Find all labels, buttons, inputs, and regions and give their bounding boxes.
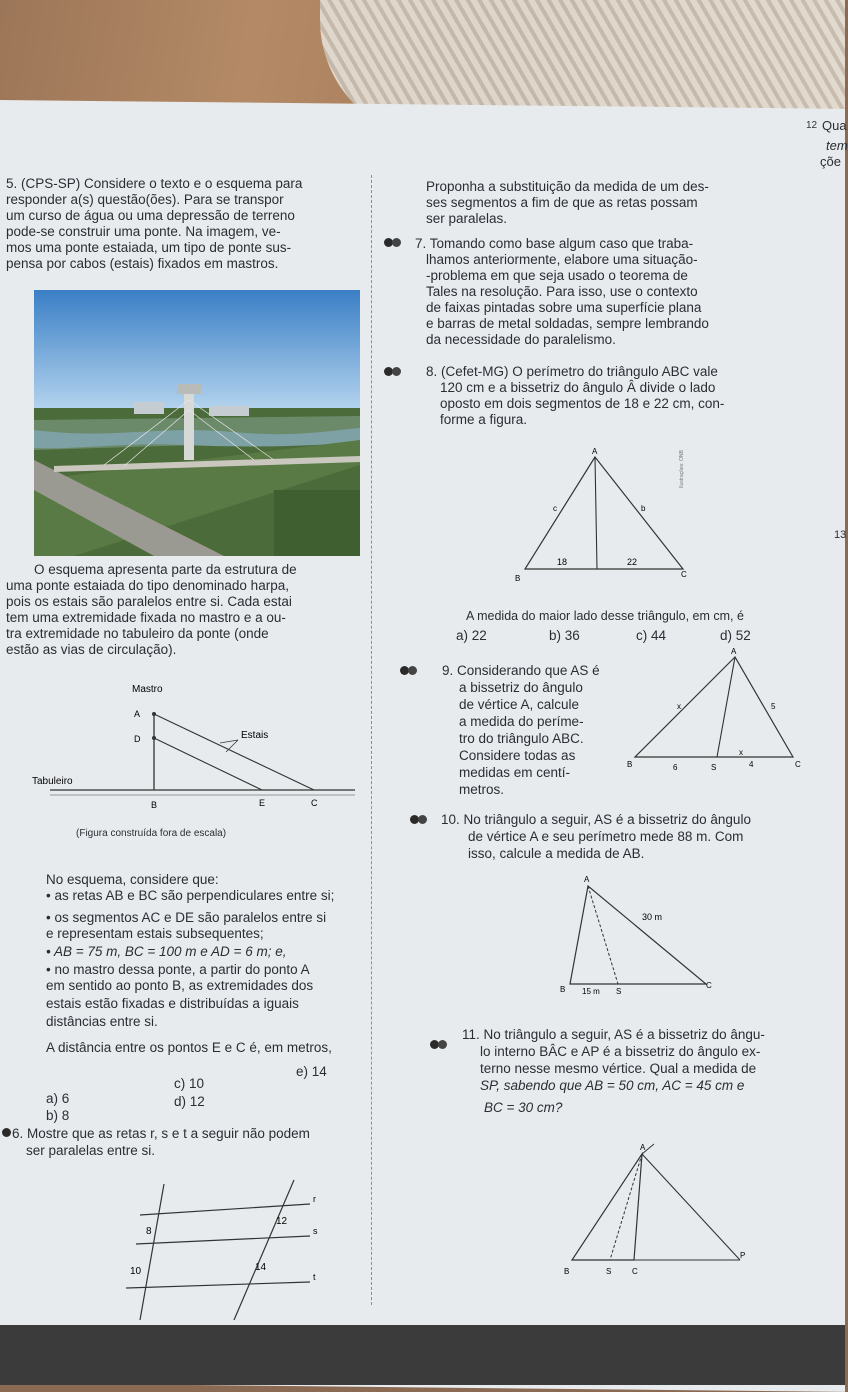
q5-line: mos uma ponte estaiada, um tipo de ponte sus- <box>6 240 292 255</box>
label-18: 18 <box>557 557 568 567</box>
label-C: C <box>311 798 318 808</box>
q8-option-b[interactable]: b) 36 <box>549 628 580 643</box>
label-r: r <box>313 1194 316 1204</box>
label-A: A <box>584 875 590 884</box>
q9-line: 9. Considerando que AS é <box>442 663 600 678</box>
q5-line: responder a(s) questão(ões). Para se transpor <box>6 192 284 207</box>
q5-option-d[interactable]: d) 12 <box>174 1094 205 1109</box>
parallel-lines-diagram <box>100 1170 340 1330</box>
q9-line: de vértice A, calcule <box>459 697 580 712</box>
q5-after-line: tra extremidade no tabuleiro da ponte (onde <box>6 626 269 641</box>
q8-option-a[interactable]: a) 22 <box>456 628 487 643</box>
harp-bridge-diagram <box>30 680 370 820</box>
q5-after-line: estão as vias de circulação). <box>6 642 177 657</box>
q8-line: 120 cm e a bissetriz do ângulo Â divide o lado <box>440 380 716 395</box>
label-P: P <box>740 1251 746 1260</box>
q5-after-line: pois os estais são paralelos entre si. Cada estai <box>6 594 292 609</box>
q5-consider-line: • os segmentos AC e DE são paralelos entre si <box>46 910 327 925</box>
label-D: D <box>134 734 141 744</box>
label-A: A <box>592 447 598 456</box>
label-B: B <box>515 574 521 583</box>
q6-line: ser paralelas entre si. <box>26 1143 156 1158</box>
triangle-abc-q9-diagram <box>605 645 805 775</box>
figure-caption: (Figura construída fora de escala) <box>76 828 227 839</box>
label-A: A <box>731 647 737 656</box>
q5-option-a[interactable]: a) 6 <box>46 1091 70 1106</box>
q10-line: de vértice A e seu perímetro mede 88 m. Com <box>468 829 744 844</box>
difficulty-dot-icon <box>400 666 420 676</box>
label-A: A <box>640 1143 646 1152</box>
q5-consider-line: • AB = 75 m, BC = 100 m e AD = 6 m; e, <box>46 944 287 959</box>
q5-option-e[interactable]: e) 14 <box>296 1064 327 1079</box>
label-15m: 15 m <box>582 987 600 996</box>
q9-line: Considere todas as <box>459 748 576 763</box>
q5-consider-line: em sentido ao ponto B, as extremidades dos <box>46 978 314 993</box>
label-6: 6 <box>673 763 678 772</box>
q5-consider-line: • no mastro dessa ponte, a partir do ponto A <box>46 962 310 977</box>
label-s: s <box>313 1226 318 1236</box>
q9-line: a medida do períme- <box>459 714 584 729</box>
q5-consider-line: distâncias entre si. <box>46 1014 158 1029</box>
q7-line: da necessidade do paralelismo. <box>426 332 616 347</box>
q7-line: Tales na resolução. Para isso, use o contexto <box>426 284 698 299</box>
difficulty-dot-icon <box>384 238 404 248</box>
label-30m: 30 m <box>642 912 663 922</box>
q5-consider-line: estais estão fixadas e distribuídas a iguais <box>46 996 299 1011</box>
q7-line: de faixas pintadas sobre uma superfície plana <box>426 300 702 315</box>
q8-line: forme a figura. <box>440 412 528 427</box>
label-8: 8 <box>146 1226 152 1237</box>
q6-line: 6. Mostre que as retas r, s e t a seguir não podem <box>12 1126 310 1141</box>
q9-line: a bissetriz do ângulo <box>459 680 583 695</box>
label-b: b <box>641 504 646 513</box>
q7-line: lhamos anteriormente, elabore uma situação- <box>426 252 698 267</box>
label-B: B <box>560 985 566 994</box>
q7-line: e barras de metal soldadas, sempre lembrando <box>426 316 709 331</box>
q5-line: um curso de água ou uma depressão de terreno <box>6 208 295 223</box>
label-S: S <box>616 987 622 996</box>
side-number: 12 <box>806 120 818 131</box>
triangle-q10-diagram <box>560 872 720 1002</box>
label-22: 22 <box>627 557 638 567</box>
q5-after-line: uma ponte estaiada do tipo denominado harpa, <box>6 578 289 593</box>
label-4: 4 <box>749 760 754 769</box>
label-mastro: Mastro <box>132 684 163 695</box>
q5-consider-line: • as retas AB e BC são perpendiculares entre si; <box>46 888 335 903</box>
q5-consider-line: No esquema, considere que: <box>46 872 219 887</box>
q9-line: metros. <box>459 782 505 797</box>
q5-consider-line: e representam estais subsequentes; <box>46 926 264 941</box>
q5-line: pode-se construir uma ponte. Na imagem, ve- <box>6 224 281 239</box>
label-B: B <box>564 1267 570 1276</box>
label-c: c <box>553 504 557 513</box>
right-top-line: ser paralelas. <box>426 211 508 226</box>
q11-line: lo interno BÂC e AP é a bissetriz do ângulo ex- <box>480 1044 761 1059</box>
label-A: A <box>134 709 141 719</box>
label-E: E <box>259 798 266 808</box>
label-t: t <box>313 1272 316 1282</box>
triangle-q11-diagram <box>560 1140 760 1280</box>
q11-line: terno nesse mesmo vértice. Qual a medida de <box>480 1061 757 1076</box>
difficulty-dot-icon <box>430 1040 450 1050</box>
column-divider <box>371 175 372 1305</box>
label-estais: Estais <box>241 730 269 741</box>
q10-line: isso, calcule a medida de AB. <box>468 846 645 861</box>
bridge-photo-drawing <box>34 290 360 556</box>
difficulty-dot-icon <box>384 367 404 377</box>
bridge-photo <box>34 290 360 556</box>
label-10: 10 <box>130 1266 142 1277</box>
q5-consider-line: A distância entre os pontos E e C é, em metros, <box>46 1040 332 1055</box>
label-5: 5 <box>771 702 776 711</box>
page-bottom-shadow <box>0 1325 845 1385</box>
side-mark: 13 <box>834 529 847 541</box>
q5-option-c[interactable]: c) 10 <box>174 1076 205 1091</box>
label-14: 14 <box>255 1262 267 1273</box>
label-C: C <box>632 1267 638 1276</box>
q7-line: -problema em que seja usado o teorema de <box>426 268 688 283</box>
side-text-3: çõe <box>820 154 841 169</box>
q10-line: 10. No triângulo a seguir, AS é a bissetriz do ângulo <box>441 812 751 827</box>
right-top-line: Proponha a substituição da medida de um des- <box>426 179 709 194</box>
q11-line: BC = 30 cm? <box>484 1100 563 1115</box>
difficulty-dot-icon <box>410 815 430 825</box>
label-S: S <box>711 763 717 772</box>
label-B: B <box>151 800 158 810</box>
label-tabuleiro: Tabuleiro <box>32 776 73 787</box>
label-C: C <box>795 760 801 769</box>
side-text-2: tem <box>826 138 848 153</box>
q7-line: 7. Tomando como base algum caso que traba- <box>415 236 694 251</box>
q8-question: A medida do maior lado desse triângulo, em cm, é <box>466 609 744 623</box>
q9-line: tro do triângulo ABC. <box>459 731 584 746</box>
q9-line: medidas em centí- <box>459 765 571 780</box>
q5-after-line: O esquema apresenta parte da estrutura de <box>34 562 297 577</box>
q5-line: pensa por cabos (estais) fixados em mastros. <box>6 256 279 271</box>
label-C: C <box>706 981 712 990</box>
right-top-line: ses segmentos a fim de que as retas possam <box>426 195 698 210</box>
q5-after-line: tem uma extremidade fixada no mastro e a ou- <box>6 610 286 625</box>
label-B: B <box>627 760 633 769</box>
q8-line: 8. (Cefet-MG) O perímetro do triângulo ABC vale <box>426 364 718 379</box>
q5-option-b[interactable]: b) 8 <box>46 1108 70 1123</box>
side-text-1: Qua <box>822 118 847 133</box>
label-x-sc: x <box>739 748 743 757</box>
q5-line: 5. (CPS-SP) Considere o texto e o esquema para <box>6 176 303 191</box>
label-x-ab: x <box>677 702 681 711</box>
illustration-credit: Ilustrações: ONB <box>679 450 685 488</box>
q11-line: SP, sabendo que AB = 50 cm, AC = 45 cm e <box>480 1078 745 1093</box>
q8-option-d[interactable]: d) 52 <box>720 628 751 643</box>
q11-line: 11. No triângulo a seguir, AS é a bissetriz do ângu- <box>462 1027 765 1042</box>
label-C: C <box>681 570 687 579</box>
label-12: 12 <box>276 1216 288 1227</box>
label-S: S <box>606 1267 612 1276</box>
q8-option-c[interactable]: c) 44 <box>636 628 667 643</box>
q8-line: oposto em dois segmentos de 18 e 22 cm, con- <box>440 396 725 411</box>
